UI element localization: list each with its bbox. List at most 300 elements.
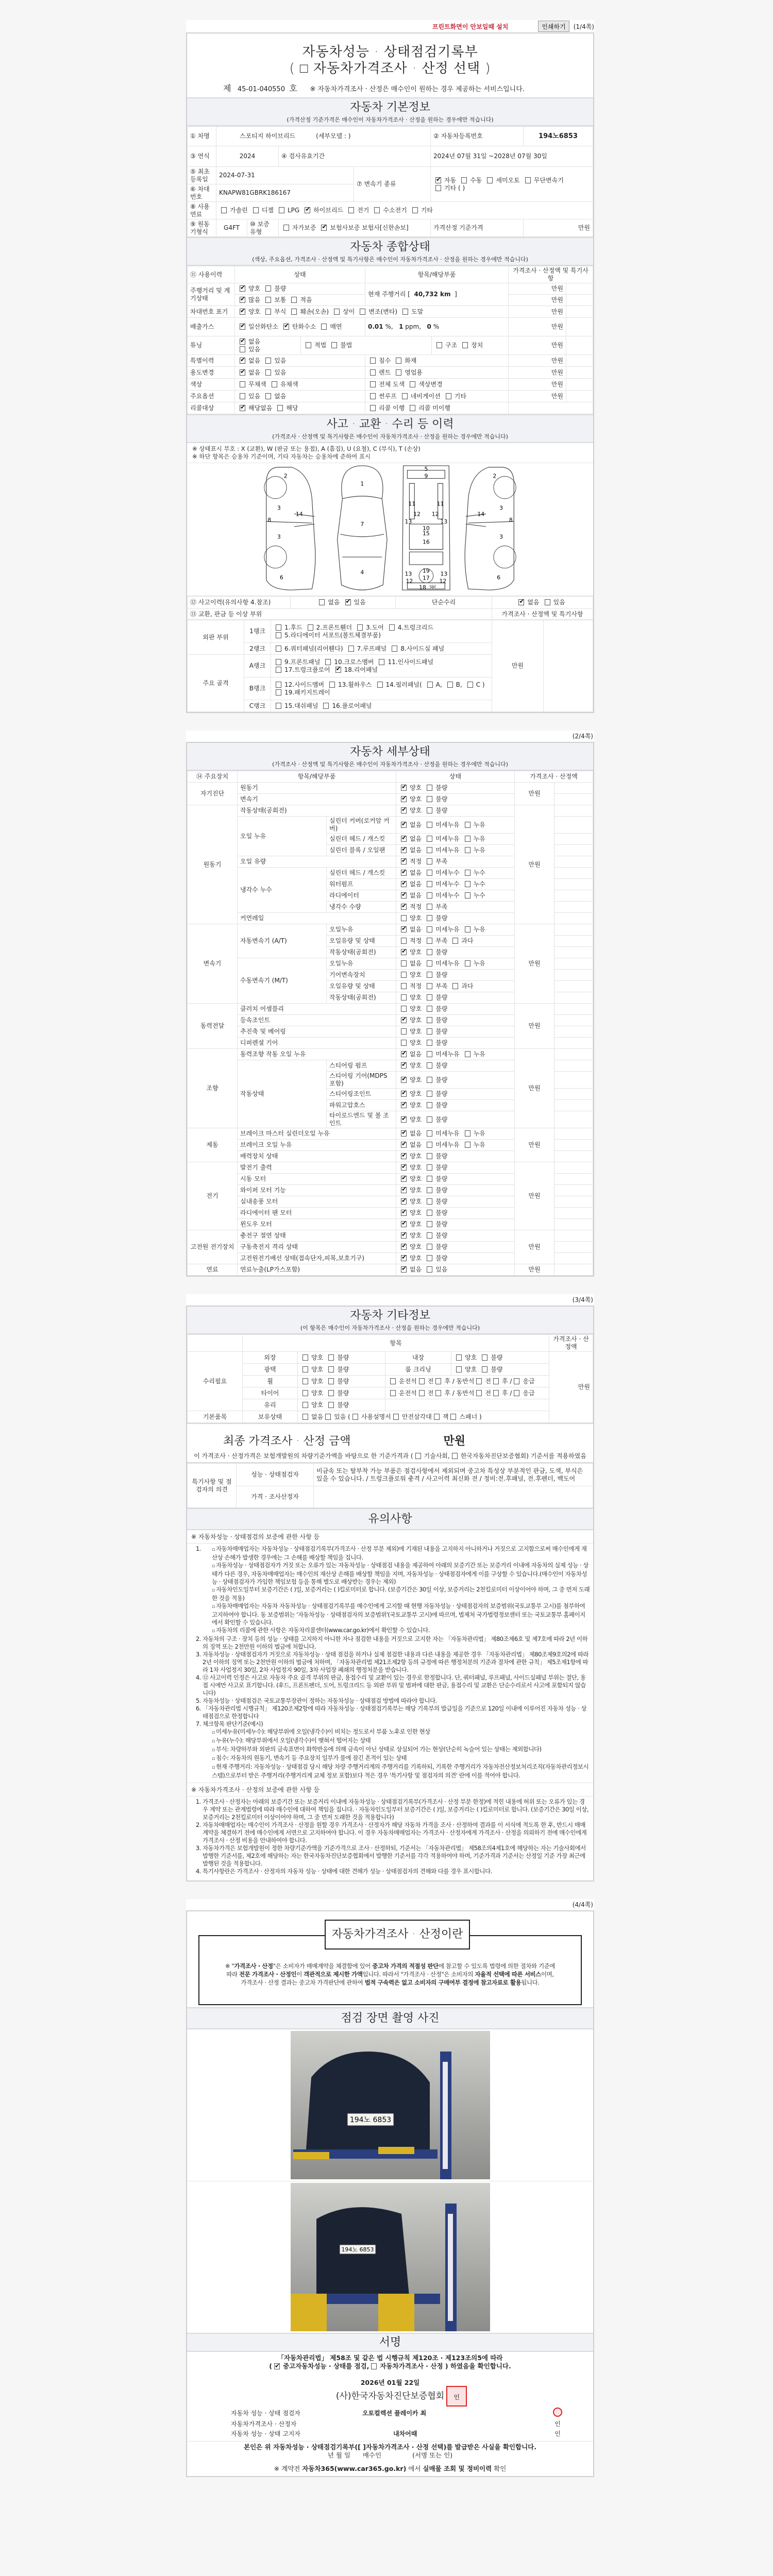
checkbox-label: 양호 [410, 1028, 422, 1035]
checkbox[interactable] [427, 904, 432, 910]
checkbox-label: 1.후드 [284, 623, 303, 631]
checkbox[interactable] [427, 994, 432, 1001]
checkbox[interactable] [482, 1354, 488, 1361]
checkbox[interactable] [465, 836, 470, 842]
checkbox[interactable] [465, 822, 470, 828]
checkbox[interactable] [325, 659, 331, 665]
checkbox-label: 있음 [248, 392, 261, 400]
checkbox[interactable] [450, 1414, 456, 1420]
checkbox[interactable] [427, 1142, 432, 1148]
checkbox-label: 리콜 미이행 [418, 404, 450, 412]
checkbox[interactable] [476, 1378, 482, 1384]
checkbox[interactable] [427, 836, 432, 842]
checkbox[interactable] [412, 207, 418, 213]
checkbox[interactable] [401, 1142, 407, 1148]
checkbox[interactable] [325, 1414, 331, 1420]
checkbox[interactable] [303, 1378, 308, 1384]
checkbox[interactable] [401, 1210, 407, 1216]
checkbox[interactable] [291, 297, 297, 303]
checkbox[interactable] [240, 393, 245, 399]
checkbox-option [399, 795, 422, 803]
checkbox[interactable] [276, 659, 281, 665]
checkbox[interactable] [253, 207, 259, 213]
checkbox[interactable] [374, 207, 380, 213]
checkbox[interactable] [419, 1390, 425, 1396]
checkbox[interactable] [401, 1266, 407, 1273]
checkbox[interactable] [401, 870, 407, 876]
checkbox-label: 누유 [473, 1050, 485, 1058]
checkbox-option [399, 1130, 422, 1138]
checkbox[interactable] [303, 1402, 308, 1408]
checkbox[interactable] [427, 1006, 432, 1012]
checkbox[interactable] [493, 1378, 499, 1384]
checkbox[interactable] [427, 1130, 432, 1137]
checkbox[interactable] [345, 599, 351, 605]
checkbox[interactable] [514, 1378, 519, 1384]
item-label: 오일 누유 [238, 817, 327, 856]
checkbox[interactable] [427, 1116, 432, 1123]
checkbox[interactable] [328, 1366, 334, 1372]
checkbox[interactable] [360, 309, 365, 315]
text: 입니다. 따라서 "가격조사 · 산정"은 소비자의 [362, 1971, 475, 1978]
checkbox[interactable] [427, 1077, 432, 1083]
checkbox[interactable] [328, 1378, 334, 1384]
checkbox[interactable] [240, 405, 245, 411]
checkbox[interactable] [435, 1378, 441, 1384]
checkbox[interactable] [277, 405, 283, 411]
checkbox[interactable] [240, 324, 245, 330]
checkbox[interactable] [276, 682, 281, 688]
checkbox[interactable] [427, 938, 432, 944]
issue-date: 2026년 01월 22일 [360, 2379, 420, 2386]
detail-row [188, 1128, 593, 1140]
checkbox[interactable] [265, 297, 271, 303]
checkbox[interactable] [308, 624, 313, 631]
checkbox[interactable] [427, 1232, 432, 1239]
checkbox[interactable] [465, 1051, 470, 1057]
checkbox[interactable] [401, 785, 407, 791]
checkbox[interactable] [401, 949, 407, 955]
checkbox[interactable] [427, 847, 432, 853]
checkbox-option [399, 1101, 422, 1109]
checkbox[interactable] [465, 960, 470, 967]
checkbox-option [326, 1378, 349, 1385]
checkbox[interactable] [276, 624, 281, 631]
checkbox[interactable] [303, 1414, 308, 1420]
checkbox[interactable] [410, 381, 415, 387]
checkbox[interactable] [427, 915, 432, 921]
checkbox-label: 있음 [553, 599, 565, 606]
checkbox[interactable] [465, 847, 470, 853]
checkbox-option [399, 1090, 422, 1098]
state-options [235, 367, 365, 379]
checkbox-label: 자가보증 [292, 224, 316, 231]
checkbox[interactable] [303, 1366, 308, 1372]
checkbox-option [450, 937, 473, 945]
price-unit: 만원 [509, 391, 566, 402]
checkbox[interactable] [435, 185, 441, 191]
checkbox[interactable] [402, 309, 408, 315]
checkbox[interactable] [427, 822, 432, 828]
checkbox[interactable] [452, 938, 458, 944]
checkbox-label: 한국자동차진단보증협회) 기준서를 적용하였음 [460, 1452, 586, 1460]
item-label: 변속기 [238, 794, 396, 805]
checkbox[interactable] [328, 1390, 334, 1396]
checkbox[interactable] [396, 369, 401, 376]
checkbox[interactable] [401, 847, 407, 853]
checkbox[interactable] [348, 207, 354, 213]
checkbox[interactable] [401, 960, 407, 967]
list-item [203, 1545, 590, 1635]
checkbox[interactable] [487, 177, 493, 183]
checkbox[interactable] [401, 938, 407, 944]
checkbox[interactable] [401, 807, 407, 814]
checkbox[interactable] [427, 1187, 432, 1193]
checkbox[interactable] [427, 807, 432, 814]
checkbox[interactable] [401, 796, 407, 802]
blank-cell [554, 879, 593, 890]
checkbox[interactable] [401, 904, 407, 910]
checkbox[interactable] [305, 207, 310, 213]
checkbox[interactable] [427, 870, 432, 876]
checkbox[interactable] [321, 225, 327, 231]
checkbox[interactable] [427, 1051, 432, 1057]
checkbox[interactable] [493, 1390, 499, 1396]
state-options [396, 794, 515, 805]
checkbox[interactable] [401, 1187, 407, 1193]
checkbox[interactable] [306, 342, 311, 348]
checkbox[interactable] [465, 870, 470, 876]
checkbox[interactable] [401, 1028, 407, 1035]
checkbox[interactable] [323, 703, 329, 709]
checkbox[interactable] [452, 983, 458, 989]
checkbox[interactable] [427, 1221, 432, 1227]
checkbox[interactable] [401, 881, 407, 887]
checkbox[interactable] [348, 646, 354, 652]
price-unit: 만원 [515, 1264, 554, 1276]
checkbox[interactable] [525, 177, 531, 183]
checkbox[interactable] [331, 342, 337, 348]
column-header: 상태 [235, 266, 365, 283]
checkbox-option [368, 369, 391, 377]
checkbox[interactable] [379, 659, 384, 665]
part-options [271, 620, 492, 643]
checkbox[interactable] [427, 960, 432, 967]
checkbox[interactable] [467, 682, 473, 688]
checkbox[interactable] [283, 324, 289, 330]
checkbox[interactable] [240, 285, 245, 292]
page-gap [186, 713, 594, 731]
checkbox[interactable] [401, 1062, 407, 1069]
checkbox[interactable] [427, 1255, 432, 1261]
checkbox[interactable] [410, 405, 415, 411]
checkbox[interactable] [334, 309, 340, 315]
checkbox[interactable] [328, 1354, 334, 1361]
checkbox[interactable] [390, 1390, 396, 1396]
checkbox[interactable] [401, 1006, 407, 1012]
checkbox[interactable] [419, 1378, 425, 1384]
checkbox[interactable] [401, 1176, 407, 1182]
checkbox[interactable] [283, 225, 289, 231]
checkbox-option [238, 404, 272, 412]
checkbox[interactable] [401, 1051, 407, 1057]
basis-options [413, 1452, 586, 1460]
sub-item-label: 오일누유 [327, 958, 396, 970]
checkbox-label: 디젤 [261, 207, 274, 214]
checkbox[interactable] [427, 1102, 432, 1108]
checkbox[interactable] [401, 1221, 407, 1227]
checkbox[interactable] [265, 393, 271, 399]
checkbox[interactable] [427, 1153, 432, 1159]
checkbox[interactable] [427, 1244, 432, 1250]
checkbox[interactable] [265, 358, 271, 364]
org-name: (사)한국자동차진단보증협회 [335, 2391, 445, 2401]
checkbox[interactable] [401, 822, 407, 828]
row-group: 수리필요 [188, 1352, 243, 1411]
checkbox[interactable] [276, 646, 281, 652]
checkbox[interactable] [465, 1142, 470, 1148]
checkbox[interactable] [456, 1366, 462, 1372]
checkbox[interactable] [265, 285, 271, 292]
checkbox-label: 과다 [461, 982, 474, 990]
car-name-value: 스포티지 하이브리드 [240, 132, 296, 140]
checkbox[interactable] [392, 646, 397, 652]
checkbox[interactable] [240, 338, 245, 345]
sub-list-item: ▫ 자동차매매업자는 자동차 자동차성능 · 상태점검기록부를 매수인에게 고지할 때 현행 자동차성능 · 상태점검자의 보증범위(국토교통부 고시)를 첨부하여 고지하여야 합니다. 동 보증범위는 '자동차성능 · 상태점검자의 보증범위'(국토교통부 고시)에 따르며, 법제처 국가법령정보센터 또는 국토교통부 홈페이지에서 확인할 수 있습니다. [212, 1602, 590, 1626]
checkbox[interactable] [427, 1176, 432, 1182]
checkbox[interactable] [321, 324, 327, 330]
checkbox[interactable] [427, 972, 432, 978]
item-label: 자동변속기 (A/T) [238, 924, 327, 958]
checkbox[interactable] [461, 177, 467, 183]
checkbox[interactable] [328, 1402, 334, 1408]
checkbox[interactable] [427, 926, 432, 933]
checkbox-option [263, 296, 286, 304]
checkbox[interactable] [303, 1390, 308, 1396]
checkbox[interactable] [462, 342, 468, 348]
checkbox[interactable] [427, 1040, 432, 1046]
install-link[interactable]: 프린트화면이 안보일때 설치 [432, 23, 509, 30]
checkbox[interactable] [370, 381, 376, 387]
checkbox[interactable] [436, 342, 442, 348]
checkbox-label: 없음 [274, 392, 287, 400]
checkbox[interactable] [465, 926, 470, 933]
checkbox[interactable] [447, 682, 453, 688]
checkbox[interactable] [377, 682, 383, 688]
checkbox[interactable] [370, 405, 376, 411]
checkbox[interactable] [401, 926, 407, 933]
checkbox[interactable] [303, 1354, 308, 1361]
checkbox[interactable] [335, 667, 341, 673]
state-options [396, 805, 515, 817]
checkbox[interactable] [401, 1232, 407, 1239]
checkbox-option [425, 795, 447, 803]
checkbox[interactable] [427, 983, 432, 989]
state-options [396, 924, 515, 936]
section-title: 자동차 기타정보 [350, 1309, 430, 1322]
checkbox[interactable] [427, 1017, 432, 1023]
checkbox[interactable] [401, 1017, 407, 1023]
checkbox-option [425, 1050, 459, 1058]
checkbox[interactable] [401, 1244, 407, 1250]
checkbox[interactable] [452, 1453, 458, 1459]
checkbox[interactable] [240, 369, 245, 376]
checkbox[interactable] [518, 599, 524, 605]
section-title: 자동차 기본정보 [350, 101, 430, 114]
checkbox[interactable] [401, 1164, 407, 1171]
checkbox-label: 미세누유 [435, 1130, 460, 1137]
checkbox-option [238, 308, 260, 316]
detail-row [188, 1230, 593, 1242]
checkbox[interactable] [370, 369, 376, 376]
checkbox[interactable] [352, 1414, 358, 1420]
checkbox[interactable] [427, 1210, 432, 1216]
checkbox[interactable] [427, 892, 432, 899]
checkbox[interactable] [276, 632, 281, 638]
page-number: (4/4쪽) [186, 1899, 594, 1910]
checkbox[interactable] [402, 393, 408, 399]
checkbox[interactable] [291, 309, 297, 315]
checkbox[interactable] [427, 881, 432, 887]
checkbox-option [300, 1366, 323, 1374]
checkbox[interactable] [401, 1153, 407, 1159]
checkbox[interactable] [427, 1164, 432, 1171]
checkbox[interactable] [427, 949, 432, 955]
checkbox-option [399, 1116, 422, 1124]
checkbox[interactable] [265, 369, 271, 376]
checkbox[interactable] [401, 972, 407, 978]
checkbox[interactable] [370, 393, 376, 399]
checkbox[interactable] [427, 796, 432, 802]
checkbox[interactable] [401, 1077, 407, 1083]
blank-cell [554, 1151, 593, 1162]
signer-label: 자동차 성능 · 상태 점검자 [231, 2409, 300, 2417]
checkbox[interactable] [401, 858, 407, 865]
checkbox[interactable] [371, 2363, 377, 2369]
item-label: 고전원전기배선 상태(접속단자,피복,보호기구) [238, 1253, 396, 1264]
blank-cell [554, 947, 593, 958]
checkbox[interactable] [427, 785, 432, 791]
checkbox-option [485, 177, 519, 184]
checkbox[interactable] [401, 994, 407, 1001]
checkbox[interactable] [465, 892, 470, 899]
checkbox-label: 적정 [410, 858, 422, 865]
checkbox-label: 불량 [435, 948, 448, 956]
checkbox-label: 침수 [379, 357, 391, 364]
checkbox[interactable] [476, 1390, 482, 1396]
checkbox[interactable] [240, 297, 245, 303]
checkbox[interactable] [401, 915, 407, 921]
checkbox[interactable] [427, 1266, 432, 1273]
checkbox[interactable] [279, 207, 284, 213]
checkbox[interactable] [265, 309, 271, 315]
car365-notice [187, 2465, 593, 2473]
checkbox[interactable] [427, 1028, 432, 1035]
checkbox[interactable] [272, 381, 277, 387]
checkbox-label: 16.플로어패널 [332, 702, 372, 709]
checkbox[interactable] [415, 1453, 421, 1459]
checkbox[interactable] [240, 309, 245, 315]
emphasis-text: 법적 구속력은 없고 소비자의 구매여부 결정에 참고자료로 활용 [364, 1979, 522, 1986]
checkbox[interactable] [465, 1130, 470, 1137]
checkbox[interactable] [482, 1366, 488, 1372]
checkbox[interactable] [240, 358, 245, 364]
checkbox[interactable] [401, 1198, 407, 1205]
checkbox-label: 15.대쉬패널 [284, 702, 318, 709]
blank-cell [554, 902, 593, 913]
checkbox[interactable] [276, 689, 281, 696]
checkbox[interactable] [401, 1130, 407, 1137]
checkbox[interactable] [401, 983, 407, 989]
blank-cell [554, 1049, 593, 1060]
checkbox-option [274, 702, 318, 710]
checkbox-option [512, 1378, 534, 1385]
checkbox[interactable] [389, 624, 395, 631]
checkbox-option [444, 393, 466, 400]
checkbox-option [425, 1116, 447, 1124]
checkbox-label: 누유 [473, 960, 485, 967]
column-header: 항목 [243, 1335, 549, 1352]
checkbox[interactable] [396, 358, 401, 364]
checkbox[interactable] [401, 1091, 407, 1097]
checkbox[interactable] [456, 1354, 462, 1361]
checkbox-label: 불량 [435, 1175, 448, 1182]
checkbox[interactable] [240, 346, 245, 352]
checkbox[interactable] [393, 1414, 399, 1420]
checkbox[interactable] [545, 599, 550, 605]
checkbox-option [425, 903, 447, 911]
item-label: 오일 유량 [238, 856, 396, 868]
checkbox-label: 없음 [410, 1141, 422, 1148]
checkbox[interactable] [390, 1378, 396, 1384]
checkbox[interactable] [357, 624, 363, 631]
list-item [203, 1674, 590, 1697]
checkbox[interactable] [240, 381, 245, 387]
checkbox[interactable] [276, 703, 281, 709]
checkbox[interactable] [401, 1255, 407, 1261]
checkbox[interactable] [319, 599, 325, 605]
checkbox[interactable] [274, 2363, 280, 2369]
checkbox[interactable] [276, 667, 281, 673]
checkbox-label: C ) [476, 681, 485, 688]
checkbox-label: 매연 [330, 323, 342, 330]
checkbox[interactable] [401, 892, 407, 899]
checkbox[interactable] [401, 836, 407, 842]
checkbox[interactable] [435, 177, 441, 183]
checkbox[interactable] [370, 358, 376, 364]
left-front-wheel [264, 477, 287, 499]
checkbox[interactable] [514, 1390, 519, 1396]
checkbox[interactable] [401, 1116, 407, 1123]
checkbox[interactable] [434, 1414, 440, 1420]
checkbox[interactable] [427, 682, 433, 688]
checkbox[interactable] [435, 1390, 441, 1396]
checkbox[interactable] [401, 1102, 407, 1108]
checkbox[interactable] [221, 207, 227, 213]
checkbox[interactable] [427, 1198, 432, 1205]
checkbox[interactable] [401, 1040, 407, 1046]
checkbox[interactable] [329, 682, 335, 688]
car365-link[interactable]: 자동차365(www.car365.go.kr) [302, 2465, 407, 2472]
checkbox-label: 불량 [435, 795, 448, 803]
checkbox[interactable] [465, 881, 470, 887]
checkbox[interactable] [427, 1091, 432, 1097]
checkbox-label: 렌트 [379, 368, 391, 376]
checkbox[interactable] [427, 1062, 432, 1069]
checkbox[interactable] [446, 393, 451, 399]
checkbox[interactable] [427, 858, 432, 865]
print-button[interactable]: 인쇄하기 [538, 21, 569, 32]
